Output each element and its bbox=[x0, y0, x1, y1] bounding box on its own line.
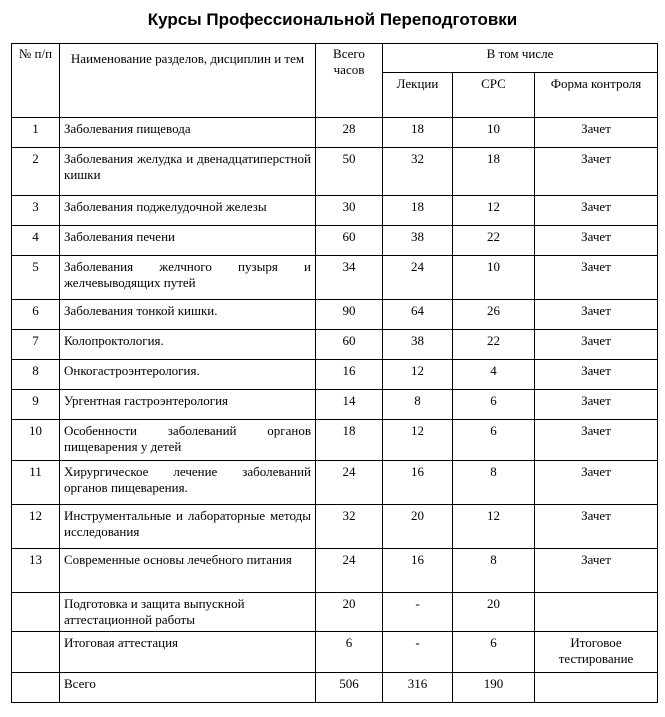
header-total: Всего часов bbox=[316, 44, 383, 118]
row-num: 8 bbox=[12, 360, 60, 390]
row-control: Зачет bbox=[535, 118, 658, 148]
row-lectures: 64 bbox=[383, 300, 453, 330]
row-total: 34 bbox=[316, 256, 383, 300]
table-row bbox=[12, 196, 658, 226]
row-name: Заболевания желчного пузыря и желчевыводящих путей bbox=[60, 256, 316, 300]
row-num: 1 bbox=[12, 118, 60, 148]
header-lectures: Лекции bbox=[383, 73, 453, 118]
header-name bbox=[60, 44, 316, 118]
row-lectures: 38 bbox=[383, 226, 453, 256]
row-name: Колопроктология. bbox=[60, 330, 316, 360]
table-row bbox=[12, 118, 658, 148]
row-num: 6 bbox=[12, 300, 60, 330]
row-srs: 10 bbox=[453, 256, 535, 300]
row-name: Заболевания пищевода bbox=[60, 118, 316, 148]
row-lectures: 32 bbox=[383, 148, 453, 196]
sum-srs: 190 bbox=[453, 673, 535, 703]
final-control: Итоговое тестирование bbox=[535, 632, 658, 673]
final-name: Итоговая аттестация bbox=[60, 632, 316, 673]
row-srs: 4 bbox=[453, 360, 535, 390]
row-control: Зачет bbox=[535, 300, 658, 330]
row-control: Зачет bbox=[535, 549, 658, 593]
table-row bbox=[12, 360, 658, 390]
table-row bbox=[12, 549, 658, 593]
row-lectures: 16 bbox=[383, 549, 453, 593]
row-num: 5 bbox=[12, 256, 60, 300]
row-total: 60 bbox=[316, 330, 383, 360]
row-lectures: 12 bbox=[383, 420, 453, 461]
row-name: Особенности заболеваний органов пищеварения у детей bbox=[60, 420, 316, 461]
row-num: 2 bbox=[12, 148, 60, 196]
row-control: Зачет bbox=[535, 256, 658, 300]
row-total: 30 bbox=[316, 196, 383, 226]
row-name: Современные основы лечебного питания bbox=[60, 549, 316, 593]
row-lectures: 38 bbox=[383, 330, 453, 360]
row-srs: 8 bbox=[453, 461, 535, 505]
sum-lectures: 316 bbox=[383, 673, 453, 703]
thesis-srs: 20 bbox=[453, 593, 535, 632]
page-title: Курсы Профессиональной Переподготовки bbox=[147, 10, 518, 29]
row-lectures: 18 bbox=[383, 118, 453, 148]
table-row bbox=[12, 390, 658, 420]
thesis-row bbox=[12, 593, 658, 632]
row-srs: 6 bbox=[453, 420, 535, 461]
thesis-num bbox=[12, 593, 60, 632]
final-num bbox=[12, 632, 60, 673]
row-num: 10 bbox=[12, 420, 60, 461]
row-control: Зачет bbox=[535, 390, 658, 420]
row-name: Инструментальные и лабораторные методы исследования bbox=[60, 505, 316, 549]
table-row bbox=[12, 461, 658, 505]
row-num: 4 bbox=[12, 226, 60, 256]
row-num: 11 bbox=[12, 461, 60, 505]
thesis-total: 20 bbox=[316, 593, 383, 632]
sum-num bbox=[12, 673, 60, 703]
header-name-text: Наименование разделов, дисциплин и тем bbox=[70, 51, 305, 66]
table-row bbox=[12, 330, 658, 360]
row-name: Заболевания поджелудочной железы bbox=[60, 196, 316, 226]
row-name: Ургентная гастроэнтерология bbox=[60, 390, 316, 420]
row-total: 24 bbox=[316, 461, 383, 505]
row-total: 50 bbox=[316, 148, 383, 196]
row-num: 3 bbox=[12, 196, 60, 226]
row-srs: 6 bbox=[453, 390, 535, 420]
row-total: 24 bbox=[316, 549, 383, 593]
row-control: Зачет bbox=[535, 196, 658, 226]
row-control: Зачет bbox=[535, 330, 658, 360]
row-srs: 18 bbox=[453, 148, 535, 196]
table-summary bbox=[12, 593, 658, 703]
final-srs: 6 bbox=[453, 632, 535, 673]
row-srs: 22 bbox=[453, 330, 535, 360]
row-control: Зачет bbox=[535, 226, 658, 256]
thesis-control bbox=[535, 593, 658, 632]
table-row bbox=[12, 505, 658, 549]
row-srs: 8 bbox=[453, 549, 535, 593]
table-row bbox=[12, 256, 658, 300]
header-including: В том числе bbox=[383, 44, 658, 73]
table-body bbox=[12, 118, 658, 593]
row-name: Хирургическое лечение заболеваний органов пищеварения. bbox=[60, 461, 316, 505]
row-num: 9 bbox=[12, 390, 60, 420]
row-total: 14 bbox=[316, 390, 383, 420]
row-num: 7 bbox=[12, 330, 60, 360]
row-control: Зачет bbox=[535, 420, 658, 461]
sum-row bbox=[12, 673, 658, 703]
row-control: Зачет bbox=[535, 360, 658, 390]
row-srs: 12 bbox=[453, 505, 535, 549]
row-total: 28 bbox=[316, 118, 383, 148]
header-srs: СРС bbox=[453, 73, 535, 118]
row-control: Зачет bbox=[535, 505, 658, 549]
row-lectures: 8 bbox=[383, 390, 453, 420]
curriculum-table bbox=[11, 43, 658, 703]
sum-total: 506 bbox=[316, 673, 383, 703]
thesis-name: Подготовка и защита выпускной аттестационной работы bbox=[60, 593, 316, 632]
table-row bbox=[12, 300, 658, 330]
row-total: 90 bbox=[316, 300, 383, 330]
row-srs: 26 bbox=[453, 300, 535, 330]
table-row bbox=[12, 148, 658, 196]
row-num: 12 bbox=[12, 505, 60, 549]
row-lectures: 16 bbox=[383, 461, 453, 505]
table-row bbox=[12, 420, 658, 461]
final-row bbox=[12, 632, 658, 673]
row-total: 16 bbox=[316, 360, 383, 390]
row-control: Зачет bbox=[535, 148, 658, 196]
row-srs: 10 bbox=[453, 118, 535, 148]
row-total: 60 bbox=[316, 226, 383, 256]
row-lectures: 12 bbox=[383, 360, 453, 390]
sum-name: Всего bbox=[60, 673, 316, 703]
final-total: 6 bbox=[316, 632, 383, 673]
row-srs: 12 bbox=[453, 196, 535, 226]
table-row bbox=[12, 226, 658, 256]
row-name: Заболевания печени bbox=[60, 226, 316, 256]
row-name: Заболевания желудка и двенадцатиперстной кишки bbox=[60, 148, 316, 196]
row-name: Онкогастроэнтерология. bbox=[60, 360, 316, 390]
row-lectures: 24 bbox=[383, 256, 453, 300]
row-lectures: 20 bbox=[383, 505, 453, 549]
thesis-lectures: - bbox=[383, 593, 453, 632]
row-name: Заболевания тонкой кишки. bbox=[60, 300, 316, 330]
header-control: Форма контроля bbox=[535, 73, 658, 118]
header-num: № п/п bbox=[12, 44, 60, 118]
final-lectures: - bbox=[383, 632, 453, 673]
row-total: 32 bbox=[316, 505, 383, 549]
row-num: 13 bbox=[12, 549, 60, 593]
row-control: Зачет bbox=[535, 461, 658, 505]
row-srs: 22 bbox=[453, 226, 535, 256]
row-total: 18 bbox=[316, 420, 383, 461]
sum-control bbox=[535, 673, 658, 703]
row-lectures: 18 bbox=[383, 196, 453, 226]
header-row-top bbox=[12, 44, 658, 73]
